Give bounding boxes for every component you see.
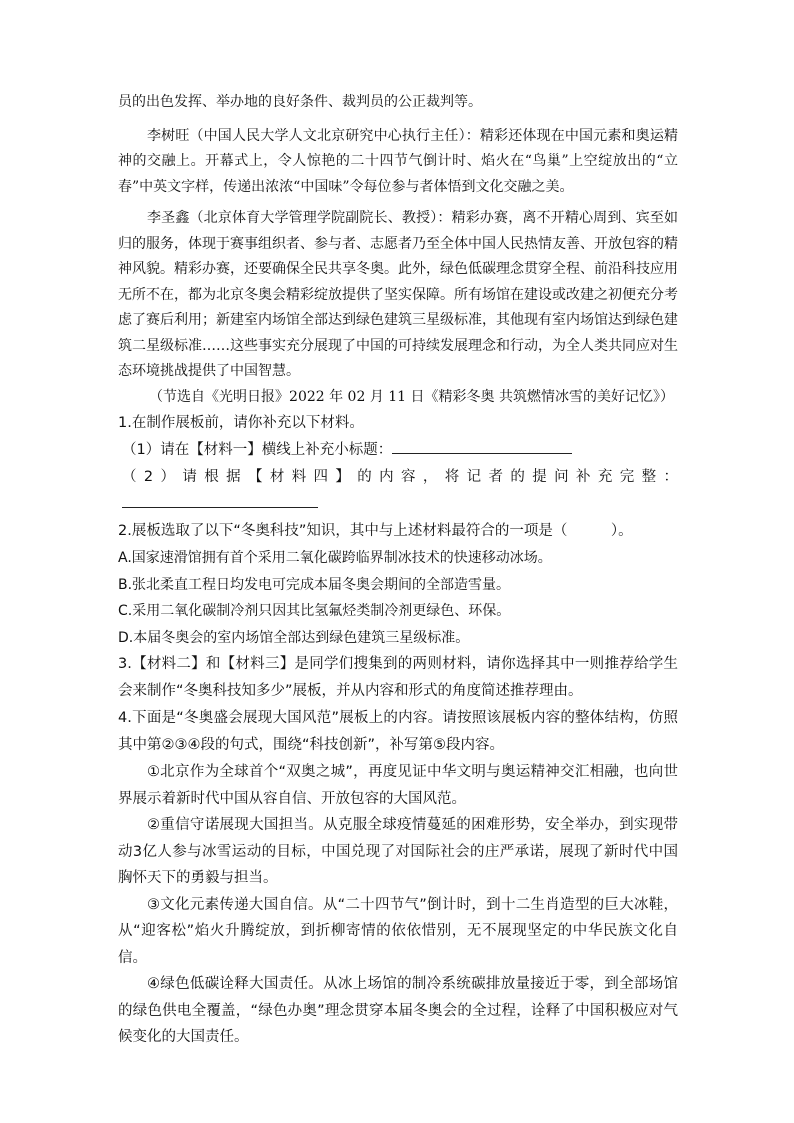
answer-blank[interactable] [392,438,572,454]
document-page [118,90,678,1051]
article-paragraph: 员的出色发挥、举办地的良好条件、裁判员的公正裁判等。 [118,94,482,110]
option-c: C.采用二氧化碳制冷剂只因其比氢氟烃类制冷剂更绿色、环保。 [118,603,511,619]
article-excerpt [118,90,678,410]
option-b: B.张北柔直工程日均发电可完成本届冬奥会期间的全部造雪量。 [118,576,511,593]
article-source: （节选自《光明日报》2022 年 02 月 11 日《精彩冬奥 共筑燃情冰雪的美好记忆》） [149,388,674,405]
question-1-part-1 [118,437,678,464]
display-board-content [118,759,678,1051]
question-1-part-2 [118,464,678,518]
board-paragraph-2: ②重信守诺展现大国担当。从克服全球疫情蔓延的困难形势，安全举办，到实现带动3亿人参与冰雪运动的目标，中国兑现了对国际社会的庄严承诺，展现了新时代中国胸怀天下的勇毅与担当。 [118,817,678,886]
question-4: 4.下面是“冬奥盛会展现大国风范”展板上的内容。请按照该展板内容的整体结构，仿照其中第②③④段的句式，围绕“科技创新”，补写第⑤段内容。 [118,710,678,753]
question-1-stem: 1.在制作展板前，请你补充以下材料。 [118,415,364,431]
board-paragraph-4: ④绿色低碳诠释大国责任。从冰上场馆的制冷系统碳排放量接近于零，到全部场馆的绿色供电全覆盖，“绿色办奥”理念贯穿本届冬奥会的全过程，诠释了中国积极应对气候变化的大国责任。 [118,976,678,1045]
board-paragraph-3: ③文化元素传递大国自信。从“二十四节气”倒计时，到十二生肖造型的巨大冰鞋，从“迎客松”焰火升腾绽放，到折柳寄情的依依惜别，无不展现坚定的中华民族文化自信。 [118,896,678,966]
answer-blank[interactable] [122,492,318,508]
board-paragraph-1: ①北京作为全球首个“双奥之城”，再度见证中华文明与奥运精神交汇相融，也向世界展示着新时代中国从容自信、开放包容的大国风范。 [118,764,678,807]
option-a: A.国家速滑馆拥有首个采用二氧化碳跨临界制冰技术的快速移动冰场。 [118,550,552,566]
question-1-part-1-text: （1）请在【材料一】横线上补充小标题： [122,442,393,458]
article-paragraph: 李树旺（中国人民大学人文北京研究中心执行主任）：精彩还体现在中国元素和奥运精神的交融上。开幕式上，令人惊艳的二十四节气倒计时、焰火在“鸟巢”上空绽放出的“立春”中英文字样，传递出浓浓“中国味”令每位参与者体悟到文化交融之美。 [118,127,678,195]
question-2 [118,518,678,651]
question-3: 3.【材料二】和【材料三】是同学们搜集到的两则材料，请你选择其中一则推荐给学生会来制作“冬奥科技知多少”展板，并从内容和形式的角度简述推荐理由。 [118,656,678,699]
question-1 [118,410,678,518]
question-2-stem: 2.展板选取了以下“冬奥科技”知识，其中与上述材料最符合的一项是（ ）。 [118,523,633,539]
option-d: D.本届冬奥会的室内场馆全部达到绿色建筑三星级标准。 [118,629,470,646]
article-paragraph: 李圣鑫（北京体育大学管理学院副院长、教授）：精彩办赛，离不开精心周到、宾至如归的服务，体现于赛事组织者、参与者、志愿者乃至全体中国人民热情友善、开放包容的精神风貌。精彩办赛，还要确保全民共享冬奥。此外，绿色低碳理念贯穿全程、前沿科技应用无所不在，都为北京冬奥会精彩绽放提供了坚实保障。所有场馆在建设或改建之初便充分考虑了赛后利用；新建室内场馆全部达到绿色建筑三星级标准，其他现有室内场馆达到绿色建筑二星级标准……这些事实充分展现了中国的可持续发展理念和行动，为全人类共同应对生态环境挑战提供了中国智慧。 [118,210,678,379]
question-1-part-2-text: （2）请根据【材料四】的内容，将记者的提问补充完整： [122,469,678,485]
